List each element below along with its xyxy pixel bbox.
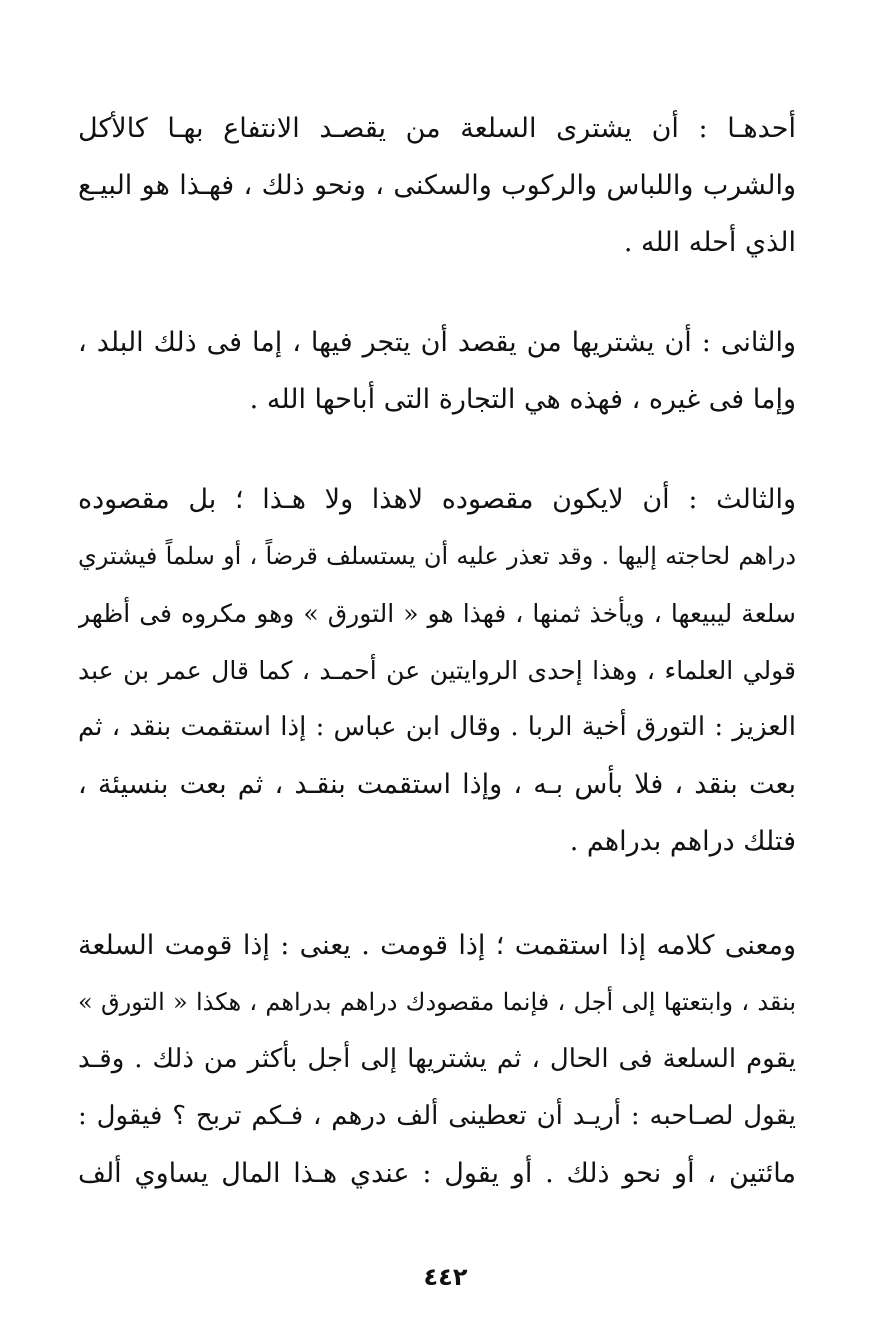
text-line: والثالث : أن لايكون مقصوده لاهذا ولا هـذا ؛ بل مقصوده — [78, 484, 796, 515]
page-number: ٤٤٢ — [423, 1263, 468, 1291]
text-line: وإما فى غيره ، فهذه هي التجارة التى أباحها الله . — [249, 384, 796, 415]
paragraph-4 — [78, 917, 796, 1202]
text-line: قولي العلماء ، وهذا إحدى الروايتين عن أحمـد ، كما قال عمر بن عبد — [78, 656, 796, 685]
paragraph-1 — [78, 100, 796, 271]
text-line: يقوم السلعة فى الحال ، ثم يشتريها إلى أجل بأكثر من ذلك . وقـد — [78, 1044, 796, 1074]
text-line: دراهم لحاجته إليها . وقد تعذر عليه أن يستسلف قرضاً ، أو سلماً فيشتري — [78, 542, 796, 570]
text-line: بعت بنقد ، فلا بأس بـه ، وإذا استقمت بنقـد ، ثم بعت بنسيئة ، — [78, 769, 796, 800]
text-line: الذي أحله الله . — [623, 227, 796, 258]
paragraph-3 — [78, 471, 796, 870]
text-line: والشرب واللباس والركوب والسكنى ، ونحو ذلك ، فهـذا هو البيـع — [78, 170, 796, 201]
text-line: يقول لصـاحبه : أريـد أن تعطينى ألف درهم ، فـكم تربح ؟ فيقول : — [78, 1101, 796, 1131]
text-line: العزيز : التورق أخية الربا . وقال ابن عباس : إذا استقمت بنقد ، ثم — [78, 712, 796, 742]
text-line: والثانى : أن يشتريها من يقصد أن يتجر فيها ، إما فى ذلك البلد ، — [78, 327, 796, 358]
text-line: ومعنى كلامه إذا استقمت ؛ إذا قومت . يعنى : إذا قومت السلعة — [78, 930, 796, 961]
text-line: مائتين ، أو نحو ذلك . أو يقول : عندي هـذا المال يساوي ألف — [78, 1158, 796, 1189]
text-line: بنقد ، وابتعتها إلى أجل ، فإنما مقصودك دراهم بدراهم ، هكذا « التورق » — [78, 988, 796, 1016]
text-line: فتلك دراهم بدراهم . — [569, 826, 796, 857]
text-line: سلعة ليبيعها ، ويأخذ ثمنها ، فهذا هو « التورق » وهو مكروه فى أظهر — [78, 599, 796, 628]
paragraph-2 — [78, 314, 796, 428]
text-line: أحدهـا : أن يشترى السلعة من يقصـد الانتفاع بهـا كالأكل — [78, 113, 796, 144]
